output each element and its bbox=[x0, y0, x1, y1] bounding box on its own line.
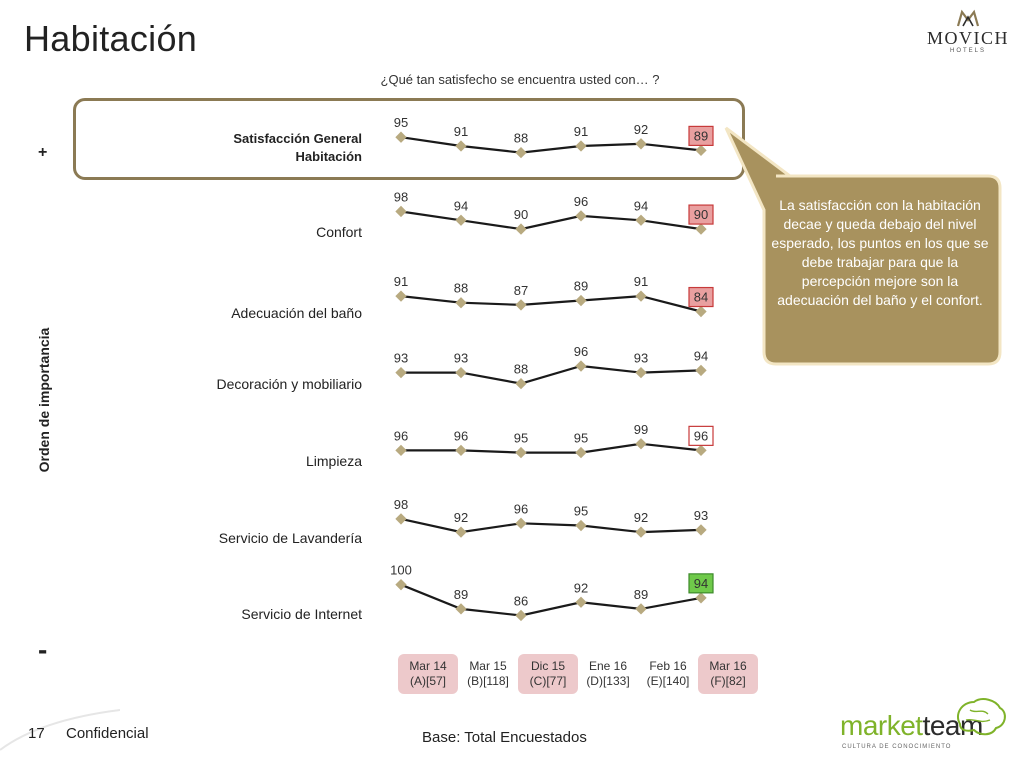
data-label: 94 bbox=[693, 575, 709, 591]
brain-icon bbox=[952, 696, 1008, 738]
period-date: Ene 16 bbox=[588, 659, 628, 673]
y-axis-title: Orden de importancia bbox=[36, 327, 52, 473]
category-label: Decoración y mobiliario bbox=[216, 376, 362, 392]
data-label: 91 bbox=[573, 124, 589, 139]
category-label: Servicio de Internet bbox=[241, 606, 362, 622]
data-label: 93 bbox=[453, 350, 469, 366]
callout-text: La satisfacción con la habitación decae y queda debajo del nivel esperado, los puntos en los que se debe trabajar para que la percepción mejore son la adecuación del baño y el confort. bbox=[771, 197, 989, 308]
period-sample: (D)[133] bbox=[586, 674, 630, 688]
data-label: 96 bbox=[573, 344, 589, 360]
data-label: 92 bbox=[573, 580, 589, 596]
data-label: 90 bbox=[693, 207, 709, 223]
data-label: 88 bbox=[453, 280, 469, 296]
category-label: Limpieza bbox=[305, 453, 362, 469]
data-label: 92 bbox=[633, 510, 649, 526]
data-label: 95 bbox=[573, 503, 589, 519]
period-date: Feb 16 bbox=[649, 659, 687, 673]
data-label: 96 bbox=[573, 193, 589, 209]
period-date: Dic 15 bbox=[530, 659, 565, 673]
period-sample: (A)[57] bbox=[409, 674, 446, 688]
page-title: Habitación bbox=[24, 18, 198, 59]
movich-logo-text: MOVICH bbox=[926, 28, 1009, 48]
data-label: 93 bbox=[633, 350, 649, 366]
marketteam-logo bbox=[840, 696, 1010, 756]
base-note: Base: Total Encuestados bbox=[422, 729, 587, 746]
data-label: 95 bbox=[393, 115, 409, 131]
data-label: 100 bbox=[390, 562, 412, 578]
data-label: 95 bbox=[513, 430, 529, 446]
data-label: 96 bbox=[693, 428, 709, 444]
period-sample: (F)[82] bbox=[710, 674, 746, 688]
period-date: Mar 16 bbox=[709, 659, 747, 673]
page-number: 17 bbox=[28, 725, 45, 742]
confidential-label: Confidencial bbox=[66, 725, 149, 742]
period-sample: (B)[118] bbox=[467, 674, 509, 688]
data-label: 99 bbox=[633, 421, 649, 437]
data-label: 87 bbox=[513, 282, 529, 298]
data-label: 84 bbox=[693, 289, 709, 305]
data-label: 90 bbox=[513, 207, 529, 223]
data-label: 89 bbox=[453, 586, 469, 602]
data-label: 89 bbox=[693, 128, 709, 144]
period-sample: (C)[77] bbox=[529, 674, 567, 688]
data-label: 98 bbox=[393, 496, 409, 512]
data-label: 94 bbox=[453, 198, 469, 214]
data-label: 94 bbox=[633, 198, 649, 214]
marketteam-wordmark: marketteam bbox=[840, 710, 983, 741]
category-label: Servicio de Lavandería bbox=[218, 530, 362, 546]
data-label: 95 bbox=[573, 430, 589, 446]
period-date: Mar 14 bbox=[409, 659, 447, 673]
category-label: Confort bbox=[316, 224, 362, 240]
data-label: 96 bbox=[453, 428, 469, 444]
plus-sign: + bbox=[38, 144, 48, 161]
data-label: 92 bbox=[453, 510, 469, 526]
data-label: 94 bbox=[693, 348, 709, 364]
chart-question: ¿Qué tan satisfecho se encuentra usted con… ? bbox=[380, 72, 660, 87]
data-label: 96 bbox=[513, 501, 529, 517]
data-label: 91 bbox=[633, 274, 649, 290]
minus-sign: - bbox=[38, 634, 48, 665]
data-label: 91 bbox=[453, 124, 469, 139]
data-label: 98 bbox=[393, 189, 409, 205]
data-label: 96 bbox=[393, 428, 409, 444]
category-label: Adecuación del baño bbox=[231, 305, 362, 321]
data-label: 86 bbox=[513, 593, 529, 609]
movich-logo-sub: HOTELS bbox=[949, 48, 986, 54]
marketteam-tagline: CULTURA DE CONOCIMIENTO bbox=[842, 744, 952, 750]
period-sample: (E)[140] bbox=[646, 674, 690, 688]
data-label: 92 bbox=[633, 121, 649, 137]
period-date: Mar 15 bbox=[469, 659, 507, 673]
data-label: 93 bbox=[693, 507, 709, 523]
data-label: 88 bbox=[513, 130, 529, 146]
data-label: 88 bbox=[513, 361, 529, 377]
data-label: 89 bbox=[633, 586, 649, 602]
data-label: 93 bbox=[393, 350, 409, 366]
category-label: Satisfacción General Habitación bbox=[233, 131, 362, 164]
data-label: 91 bbox=[393, 274, 409, 290]
data-label: 89 bbox=[573, 278, 589, 294]
